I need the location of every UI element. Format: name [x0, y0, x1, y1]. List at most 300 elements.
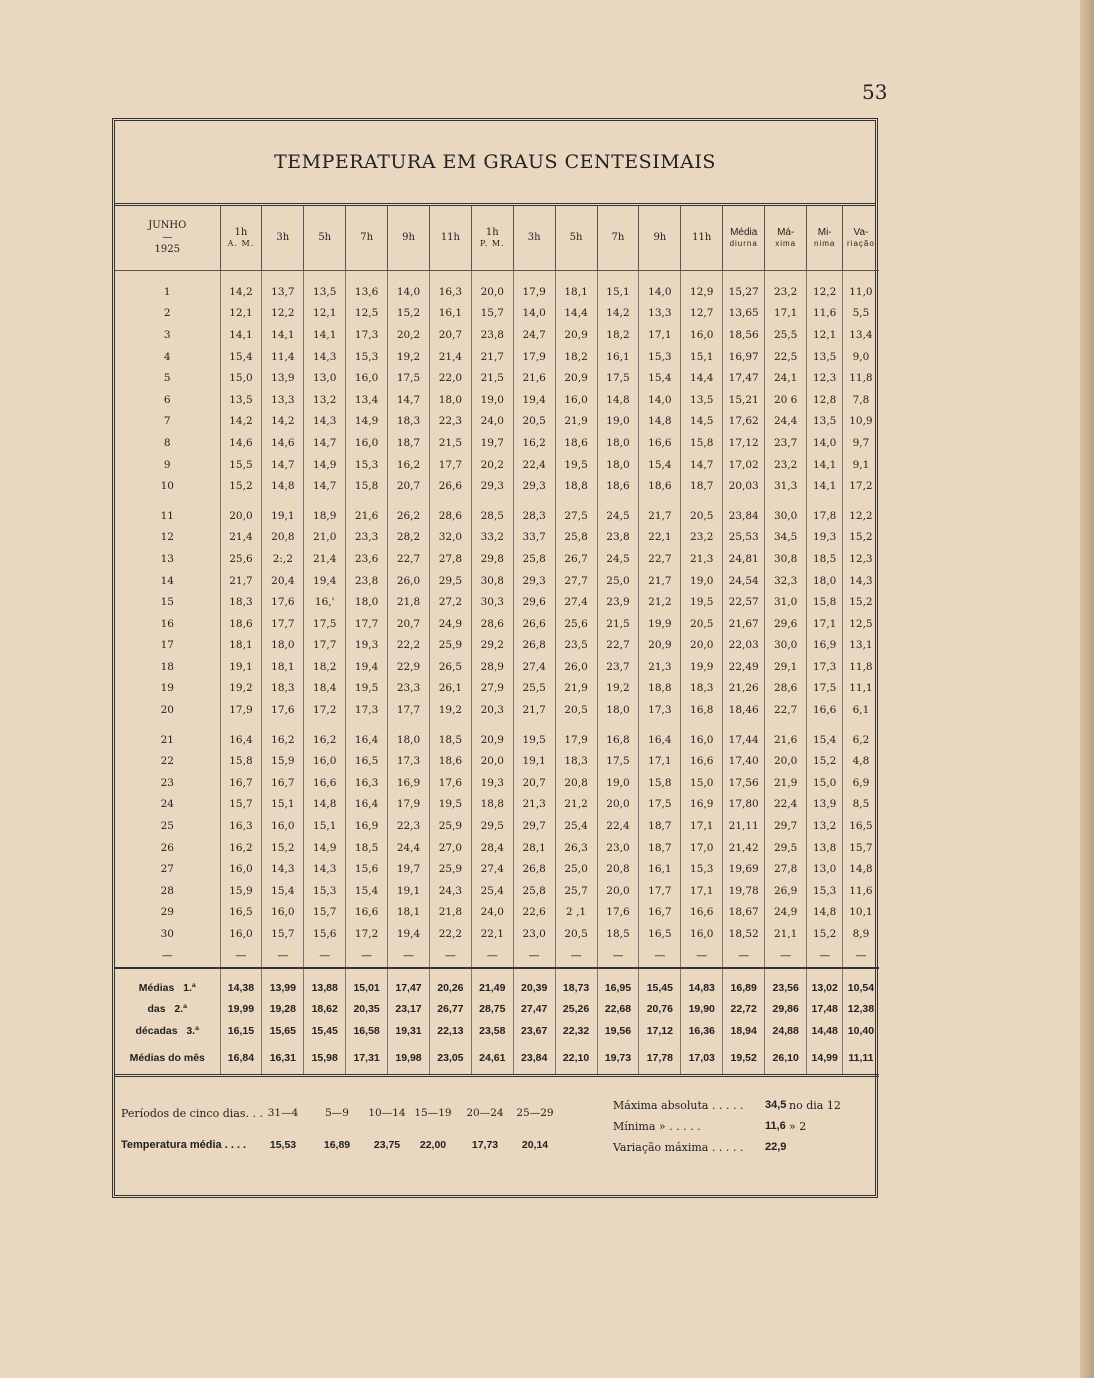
dash-cell: —	[471, 945, 513, 968]
day-cell: 26	[115, 837, 220, 859]
decade-value: 19,90	[681, 998, 723, 1020]
value-cell: 19,1	[220, 656, 262, 678]
value-cell: 17,5	[597, 750, 639, 772]
value-cell: 17,1	[807, 613, 843, 635]
value-cell: 25,4	[555, 815, 597, 837]
value-cell: 20,7	[513, 772, 555, 794]
day-cell: 21	[115, 729, 220, 751]
month-header	[115, 206, 220, 271]
value-cell: 17,5	[388, 367, 430, 389]
dash-cell: —	[429, 945, 471, 968]
day-cell: 25	[115, 815, 220, 837]
value-cell: 26,6	[513, 613, 555, 635]
value-cell: 24,9	[429, 613, 471, 635]
spacer-cell	[115, 271, 220, 282]
header-row	[115, 206, 879, 271]
spacer-cell	[723, 721, 765, 729]
value-cell: 29,2	[471, 635, 513, 657]
value-cell: 15,6	[346, 858, 388, 880]
decade-label	[115, 968, 220, 999]
table-title: TEMPERATURA EM GRAUS CENTESIMAIS	[274, 151, 716, 173]
value-cell: 30,0	[765, 505, 807, 527]
value-cell: 18,2	[555, 346, 597, 368]
value-cell: 14,3	[849, 574, 873, 587]
value-cell: 16,7	[639, 902, 681, 924]
value-cell: 23,5	[555, 635, 597, 657]
value-cell: 15,2	[807, 750, 843, 772]
table-row	[115, 527, 879, 549]
value-cell: 16,5	[220, 902, 262, 924]
value-cell: 19,4	[346, 656, 388, 678]
value-cell: 18,3	[262, 678, 304, 700]
dash-cell: —	[220, 945, 262, 968]
dash-cell: —	[304, 945, 346, 968]
column-header-main: 9h	[402, 232, 415, 243]
value-cell: 12,2	[849, 509, 873, 522]
temp-media-value: 23,75	[373, 1138, 401, 1151]
period-value: 31—4	[267, 1106, 299, 1119]
value-cell: 22,0	[429, 367, 471, 389]
decade-value: 16,89	[723, 968, 765, 999]
value-cell: 22,3	[429, 411, 471, 433]
value-cell: 14,5	[681, 411, 723, 433]
value-cell: 17,1	[765, 303, 807, 325]
decade-ordinal: 1.ª	[183, 981, 196, 994]
value-cell: 18,6	[555, 432, 597, 454]
decade-value: 20,39	[513, 968, 555, 999]
value-cell: 13,9	[262, 367, 304, 389]
value-cell: 12,8	[807, 389, 843, 411]
temperature-table	[115, 206, 879, 1077]
decade-value: 17,47	[388, 968, 430, 999]
decade-value: 13,02	[807, 968, 843, 999]
value-cell: 20,0	[471, 750, 513, 772]
value-cell: 17,9	[388, 794, 430, 816]
value-cell: 20,8	[555, 772, 597, 794]
value-cell: 15,8	[639, 772, 681, 794]
dash-cell: —	[681, 945, 723, 968]
dash-cell: —	[555, 945, 597, 968]
value-cell: 27,8	[429, 548, 471, 570]
value-cell: 16,5	[849, 820, 873, 833]
value-cell: 22,03	[723, 635, 765, 657]
value-cell: 14,3	[304, 858, 346, 880]
value-cell: 20,9	[555, 367, 597, 389]
decade-value: 22,32	[555, 1020, 597, 1042]
value-cell: 18,5	[429, 729, 471, 751]
value-cell: 26,8	[513, 858, 555, 880]
spacer-cell	[843, 497, 879, 505]
value-cell: 23,2	[765, 454, 807, 476]
decade-value: 18,62	[304, 998, 346, 1020]
value-cell: 18,9	[304, 505, 346, 527]
value-cell: 27,2	[429, 591, 471, 613]
month-means-value: 16,31	[262, 1042, 304, 1076]
value-cell: 25,5	[765, 324, 807, 346]
value-cell: 20,0	[597, 880, 639, 902]
value-cell: 28,4	[471, 837, 513, 859]
value-cell: 23,7	[765, 432, 807, 454]
value-cell: 14,8	[597, 389, 639, 411]
value-cell: 20,0	[471, 281, 513, 303]
value-cell: 28,1	[513, 837, 555, 859]
value-cell: 18,0	[807, 570, 843, 592]
title-box	[115, 121, 875, 206]
value-cell: 16,0	[346, 367, 388, 389]
month-means-value: 19,73	[597, 1042, 639, 1076]
value-cell: 16,2	[220, 837, 262, 859]
value-cell: 18,67	[723, 902, 765, 924]
table-row	[115, 794, 879, 816]
value-cell: 23,2	[765, 281, 807, 303]
value-cell: 14,3	[304, 346, 346, 368]
value-cell: 17,3	[807, 656, 843, 678]
spacer-cell	[843, 271, 879, 282]
spacer-cell	[429, 271, 471, 282]
value-cell: 29,6	[765, 613, 807, 635]
value-cell: 16,8	[597, 729, 639, 751]
value-cell: 20,0	[220, 505, 262, 527]
value-cell: 13,5	[681, 389, 723, 411]
value-cell: 25,9	[429, 635, 471, 657]
value-cell: 18,7	[639, 837, 681, 859]
day-cell: 13	[115, 548, 220, 570]
value-cell: 33,7	[513, 527, 555, 549]
day-cell: 5	[115, 367, 220, 389]
decade-value: 28,75	[471, 998, 513, 1020]
value-cell: 15,21	[723, 389, 765, 411]
period-value: 5—9	[325, 1106, 349, 1119]
value-cell: 17,1	[681, 880, 723, 902]
value-cell: 21,6	[765, 729, 807, 751]
dash-cell: —	[597, 945, 639, 968]
value-cell: 8,5	[852, 798, 870, 811]
value-cell: 21,42	[723, 837, 765, 859]
value-cell: 12,1	[304, 303, 346, 325]
value-cell: 14,1	[807, 475, 843, 497]
value-cell: 18,8	[471, 794, 513, 816]
value-cell: 25,7	[555, 880, 597, 902]
month-means-value: 16,84	[220, 1042, 262, 1076]
column-header-main: 3h	[276, 232, 290, 243]
value-cell: 15,5	[220, 454, 262, 476]
column-header	[723, 206, 765, 271]
value-cell: 16,'	[304, 591, 346, 613]
spacer-cell	[262, 721, 304, 729]
spacer-cell	[304, 721, 346, 729]
value-cell: 26,3	[555, 837, 597, 859]
temp-media-value: 15,53	[269, 1138, 297, 1151]
extreme-row	[613, 1098, 841, 1112]
value-cell: 17,7	[388, 699, 430, 721]
month-means-value: 17,31	[346, 1042, 388, 1076]
value-cell: 18,8	[555, 475, 597, 497]
value-cell: 15,3	[346, 454, 388, 476]
table-row	[115, 303, 879, 325]
value-cell: 17,6	[597, 902, 639, 924]
column-header-main: Média	[730, 227, 758, 239]
value-cell: 28,6	[471, 613, 513, 635]
value-cell: 22,5	[765, 346, 807, 368]
value-cell: 18,2	[304, 656, 346, 678]
table-row	[115, 613, 879, 635]
value-cell: 21,2	[555, 794, 597, 816]
value-cell: 19,5	[555, 454, 597, 476]
day-cell: 7	[115, 411, 220, 433]
value-cell: 25,8	[555, 527, 597, 549]
dash-cell: —	[346, 945, 388, 968]
value-cell: 17,12	[723, 432, 765, 454]
column-header-main: 1h	[234, 227, 248, 239]
value-cell: 14,3	[262, 858, 304, 880]
value-cell: 14,7	[681, 454, 723, 476]
value-cell: 15,4	[262, 880, 304, 902]
value-cell: 25,0	[597, 570, 639, 592]
decade-value: 14,83	[681, 968, 723, 999]
table-row	[115, 389, 879, 411]
extreme-value: 11,6	[765, 1119, 786, 1132]
day-cell: 8	[115, 432, 220, 454]
value-cell: 16,3	[429, 281, 471, 303]
decade-value: 24,88	[765, 1020, 807, 1042]
spacer-cell	[723, 271, 765, 282]
table-row	[115, 772, 879, 794]
value-cell: 30,3	[471, 591, 513, 613]
value-cell: 15,4	[639, 454, 681, 476]
value-cell: 20,2	[471, 454, 513, 476]
decade-label	[115, 1020, 220, 1042]
dash-cell: —	[262, 945, 304, 968]
value-cell: 14,7	[262, 454, 304, 476]
decade-value: 23,67	[513, 1020, 555, 1042]
value-cell: 17,7	[346, 613, 388, 635]
month-means-value: 26,10	[765, 1042, 807, 1076]
value-cell: 21,26	[723, 678, 765, 700]
value-cell: 15,7	[304, 902, 346, 924]
value-cell: 21,7	[639, 570, 681, 592]
value-cell: 17,3	[388, 750, 430, 772]
extreme-label: Mínima » . . . . .	[613, 1119, 701, 1133]
decade-value: 16,95	[597, 968, 639, 999]
column-header-main: Má-	[777, 227, 795, 239]
decade-ordinal: 2.ª	[174, 1003, 187, 1016]
value-cell: 17,44	[723, 729, 765, 751]
decade-value: 15,01	[346, 968, 388, 999]
table-row	[115, 729, 879, 751]
spacer-cell	[304, 271, 346, 282]
value-cell: 13,2	[807, 815, 843, 837]
value-cell: 20,3	[471, 699, 513, 721]
page-number: 53	[862, 80, 888, 104]
value-cell: 16,7	[262, 772, 304, 794]
value-cell: 22,3	[388, 815, 430, 837]
day-cell: 15	[115, 591, 220, 613]
value-cell: 19,2	[388, 346, 430, 368]
value-cell: 19,5	[681, 591, 723, 613]
value-cell: 25,8	[513, 548, 555, 570]
value-cell: 19,9	[639, 613, 681, 635]
value-cell: 12,3	[849, 552, 873, 565]
spacer-cell	[513, 721, 555, 729]
value-cell: 17,1	[639, 750, 681, 772]
value-cell: 9,0	[852, 350, 870, 363]
value-cell: 14,1	[220, 324, 262, 346]
value-cell: 17,47	[723, 367, 765, 389]
periods-label: Períodos de cinco dias. . .	[121, 1106, 263, 1120]
value-cell: 14,8	[639, 411, 681, 433]
day-cell: 9	[115, 454, 220, 476]
extreme-row	[613, 1140, 787, 1154]
value-cell: 28,5	[471, 505, 513, 527]
value-cell: 21,4	[429, 346, 471, 368]
value-cell: 20 6	[765, 389, 807, 411]
decade-value: 19,31	[388, 1020, 430, 1042]
value-cell: 24,0	[471, 902, 513, 924]
decade-value: 22,72	[723, 998, 765, 1020]
spacer-cell	[723, 497, 765, 505]
value-cell: 2 ,1	[555, 902, 597, 924]
value-cell: 19,5	[429, 794, 471, 816]
value-cell: 15,0	[807, 772, 843, 794]
spacer-cell	[115, 497, 220, 505]
spacer-cell	[765, 271, 807, 282]
decade-value: 15,65	[262, 1020, 304, 1042]
value-cell: 18,1	[262, 656, 304, 678]
value-cell: 23,8	[597, 527, 639, 549]
value-cell: 16,7	[220, 772, 262, 794]
value-cell: 20,03	[723, 475, 765, 497]
day-cell: 4	[115, 346, 220, 368]
day-cell: 6	[115, 389, 220, 411]
day-cell: 1	[115, 281, 220, 303]
decade-value: 20,76	[639, 998, 681, 1020]
value-cell: 26,5	[429, 656, 471, 678]
value-cell: 17,56	[723, 772, 765, 794]
temp-media-value: 17,73	[471, 1138, 499, 1151]
decade-value: 10,54	[847, 981, 875, 994]
decade-value: 22,13	[429, 1020, 471, 1042]
value-cell: 15,7	[262, 923, 304, 945]
month-means-value: 19,98	[388, 1042, 430, 1076]
table-row	[115, 656, 879, 678]
decade-ordinal: 3.ª	[186, 1024, 199, 1037]
value-cell: 15,6	[304, 923, 346, 945]
value-cell: 16,6	[346, 902, 388, 924]
table-row	[115, 475, 879, 497]
value-cell: 21,7	[220, 570, 262, 592]
value-cell: 30,0	[765, 635, 807, 657]
column-header-sub: P. M.	[479, 239, 505, 249]
month-means-value: 15,98	[304, 1042, 346, 1076]
value-cell: 9,7	[852, 436, 870, 449]
value-cell: 13,7	[262, 281, 304, 303]
spacer-cell	[765, 497, 807, 505]
value-cell: 18,8	[639, 678, 681, 700]
spacer-cell	[513, 271, 555, 282]
dash-cell: —	[388, 945, 430, 968]
value-cell: 21,8	[429, 902, 471, 924]
value-cell: 22,1	[471, 923, 513, 945]
value-cell: 16,0	[681, 923, 723, 945]
day-cell: 16	[115, 613, 220, 635]
value-cell: 12,9	[681, 281, 723, 303]
value-cell: 12,1	[807, 324, 843, 346]
value-cell: 14,0	[388, 281, 430, 303]
value-cell: 19,2	[429, 699, 471, 721]
value-cell: 11,4	[262, 346, 304, 368]
column-header-main: 5h	[318, 232, 332, 243]
value-cell: 19,9	[681, 656, 723, 678]
value-cell: 19,0	[597, 772, 639, 794]
column-header	[639, 206, 681, 271]
value-cell: 16,0	[346, 432, 388, 454]
value-cell: 18,5	[346, 837, 388, 859]
decade-row	[115, 998, 879, 1020]
value-cell: 31,3	[765, 475, 807, 497]
value-cell: 14,1	[262, 324, 304, 346]
value-cell: 2:,2	[262, 548, 304, 570]
spacer-cell	[807, 721, 843, 729]
value-cell: 21,7	[639, 505, 681, 527]
value-cell: 15,2	[388, 303, 430, 325]
value-cell: 17,3	[346, 324, 388, 346]
value-cell: 24,7	[513, 324, 555, 346]
value-cell: 15,2	[262, 837, 304, 859]
value-cell: 22,49	[723, 656, 765, 678]
value-cell: 16,5	[346, 750, 388, 772]
spacer-cell	[471, 271, 513, 282]
value-cell: 26,2	[388, 505, 430, 527]
value-cell: 20,0	[765, 750, 807, 772]
value-cell: 14,3	[304, 411, 346, 433]
value-cell: 21,5	[471, 367, 513, 389]
value-cell: 8,9	[852, 928, 870, 941]
value-cell: 25,5	[513, 678, 555, 700]
value-cell: 17,3	[346, 699, 388, 721]
column-header	[765, 206, 807, 271]
value-cell: 17,0	[681, 837, 723, 859]
value-cell: 30,8	[765, 548, 807, 570]
value-cell: 16,0	[681, 729, 723, 751]
value-cell: 13,4	[849, 328, 873, 341]
day-cell: 29	[115, 902, 220, 924]
value-cell: 12,1	[220, 303, 262, 325]
table-row	[115, 858, 879, 880]
day-cell: 14	[115, 570, 220, 592]
value-cell: 15,8	[681, 432, 723, 454]
value-cell: 17,8	[807, 505, 843, 527]
table-row	[115, 281, 879, 303]
spacer-row	[115, 721, 879, 729]
table-row	[115, 880, 879, 902]
value-cell: 19,3	[471, 772, 513, 794]
value-cell: 27,0	[429, 837, 471, 859]
value-cell: 15,27	[723, 281, 765, 303]
value-cell: 18,3	[220, 591, 262, 613]
dash-cell: —	[513, 945, 555, 968]
spacer-cell	[555, 497, 597, 505]
value-cell: 16,1	[597, 346, 639, 368]
value-cell: 13,5	[304, 281, 346, 303]
value-cell: 23,3	[388, 678, 430, 700]
decade-value: 23,17	[388, 998, 430, 1020]
decade-value: 16,36	[681, 1020, 723, 1042]
value-cell: 18,0	[429, 389, 471, 411]
spacer-row	[115, 271, 879, 282]
table-row	[115, 591, 879, 613]
value-cell: 22,7	[765, 699, 807, 721]
value-cell: 10,9	[849, 415, 873, 428]
